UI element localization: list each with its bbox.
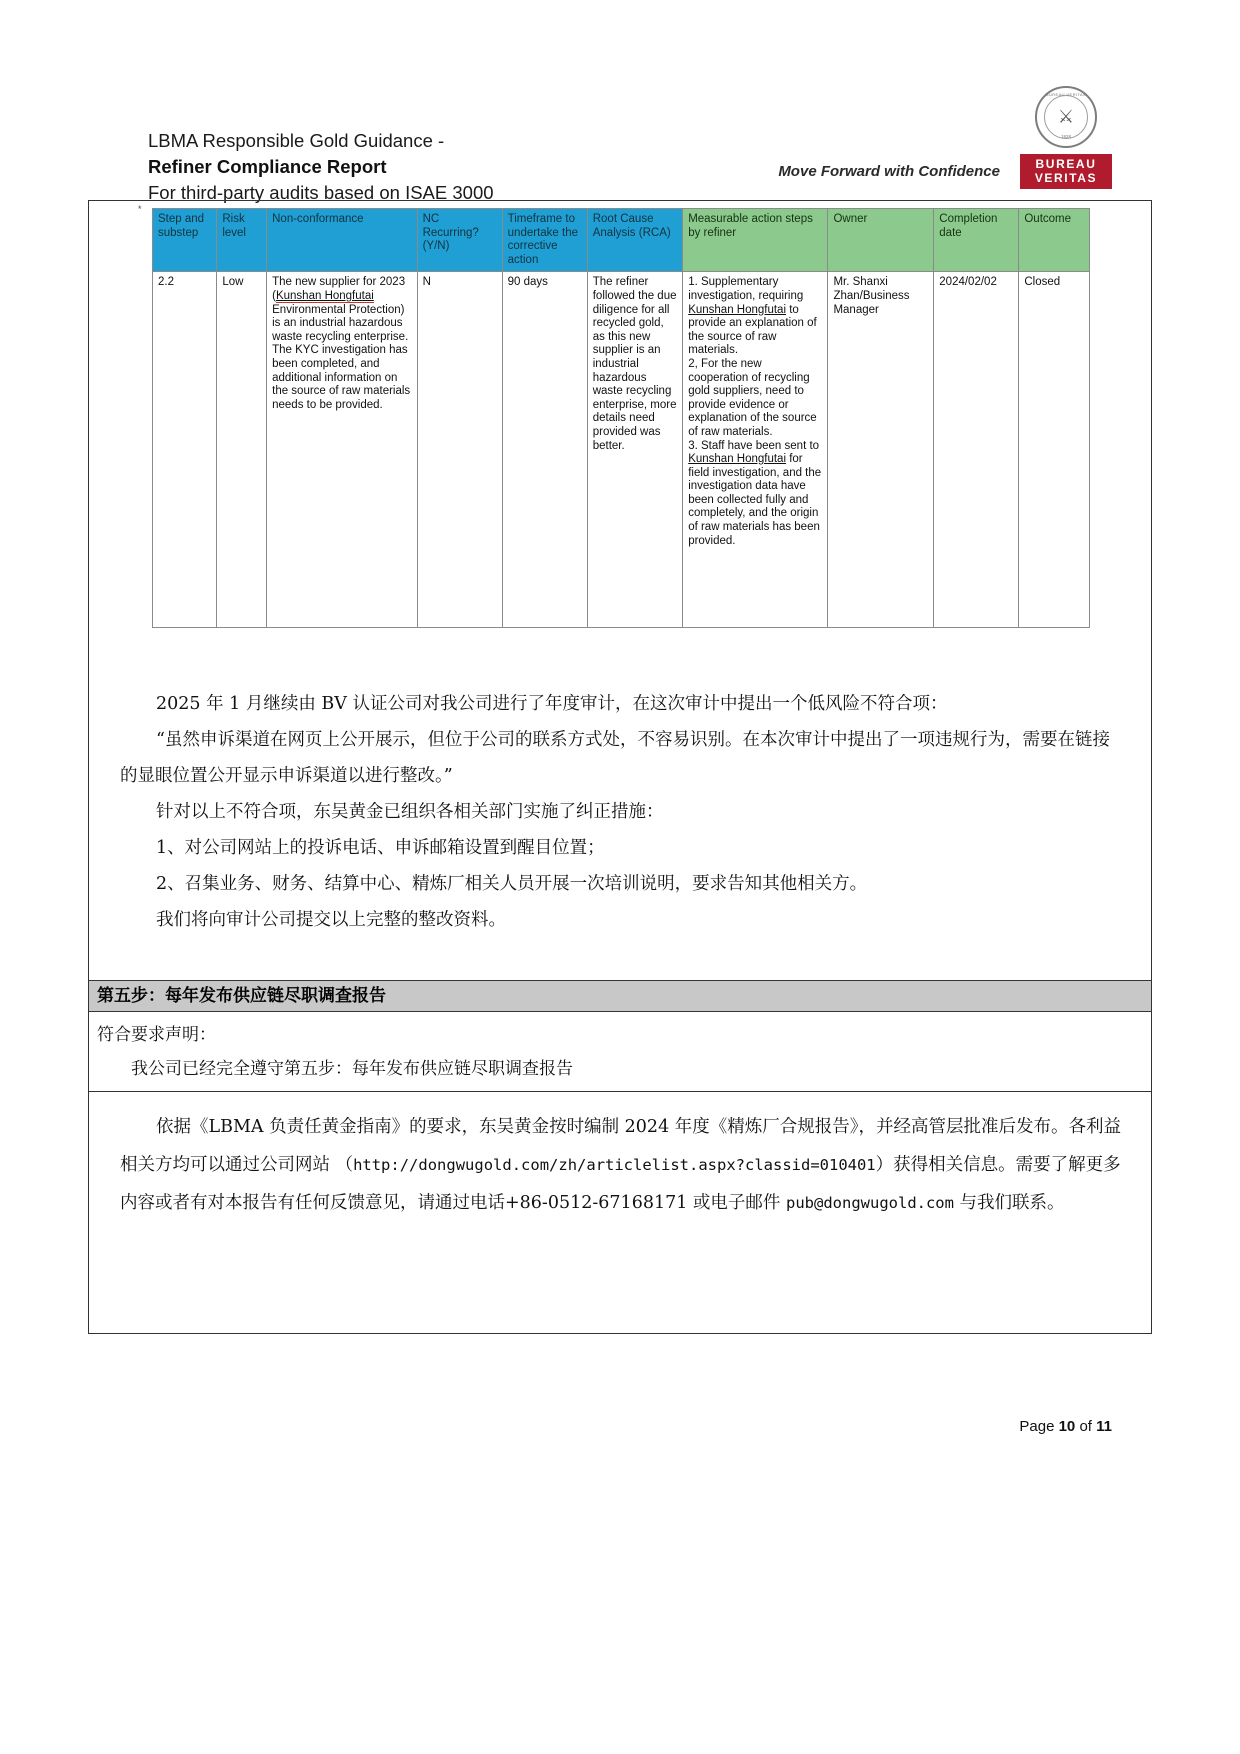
footer-total-pages: 11	[1096, 1418, 1112, 1435]
report-title-line3: For third-party audits based on ISAE 3000	[148, 182, 494, 203]
compliance-statement-text: 我公司已经完全遵守第五步：每年发布供应链尽职调查报告	[131, 1059, 573, 1079]
compliance-statement-box	[88, 1014, 1152, 1092]
contact-email: pub@dongwugold.com	[786, 1194, 954, 1212]
report-title-line1: LBMA Responsible Gold Guidance -	[148, 130, 445, 151]
narrative-paragraph-5: 2、召集业务、财务、结算中心、精炼厂相关人员开展一次培训说明，要求告知其他相关方。	[156, 874, 868, 894]
report-title-line2: Refiner Compliance Report	[148, 156, 387, 177]
cell-outcome: Closed	[1019, 272, 1090, 628]
col-step: Step and substep	[153, 209, 217, 272]
col-outcome: Outcome	[1019, 209, 1090, 272]
table-header-row	[153, 209, 1090, 272]
action-1-underlined: Kunshan Hongfutai	[688, 303, 787, 316]
report-url: http://dongwugold.com/zh/articlelist.aspx?classid=010401	[353, 1156, 876, 1174]
final-paragraph	[120, 1108, 1122, 1222]
col-nc-recurring: NC Recurring? (Y/N)	[417, 209, 502, 272]
col-measurable-action-steps: Measurable action steps by refiner	[683, 209, 828, 272]
bv-tagline: Move Forward with Confidence	[778, 163, 1000, 180]
narrative-paragraph-2: “虽然申诉渠道在网页上公开展示，但位于公司的联系方式处，不容易识别。在本次审计中提出了一项违规行为，需要在链接的显眼位置公开显示申诉渠道以进行整改。”	[120, 730, 1110, 786]
cell-owner: Mr. Shanxi Zhan/Business Manager	[828, 272, 934, 628]
non-conformance-table	[152, 208, 1090, 628]
action-2-text: 2, For the new cooperation of recycling gold suppliers, need to provide evidence or explanation of the source of raw materials.	[688, 357, 817, 438]
final-text-part3: 与我们联系。	[953, 1193, 1065, 1213]
narrative-paragraph-6: 我们将向审计公司提交以上完整的整改资料。	[156, 910, 506, 930]
footer-prefix: Page	[1019, 1418, 1059, 1435]
col-completion-date: Completion date	[934, 209, 1019, 272]
narrative-paragraph-4: 1、对公司网站上的投诉电话、申诉邮箱设置到醒目位置；	[156, 838, 605, 858]
footer-middle: of	[1075, 1418, 1097, 1435]
cell-non-conformance	[267, 272, 417, 628]
action-3-post: for field investigation, and the investigation data have been collected fully and completely, and the origin of raw materials has been provided.	[688, 453, 822, 547]
action-1-pre: 1. Supplementary investigation, requiring	[688, 276, 804, 302]
final-text-part2: ）获得相关信息。需要了解更多内容或者有对本报告有任何反馈意见，请通过电话+86-0512-67168171 或电子邮件	[120, 1155, 1121, 1213]
cell-root-cause-analysis: The refiner followed the due diligence for all recycled gold, as this new supplier is an industrial hazardous waste recycling enterprise, more details need provided was better.	[587, 272, 682, 628]
page-footer	[1019, 1418, 1112, 1435]
seal-year-text: 1828	[1060, 134, 1071, 139]
bv-name-line1: BUREAU	[1035, 157, 1097, 171]
action-step-2	[688, 358, 823, 440]
nc-text-post: Environmental Protection) is an industrial hazardous waste recycling enterprise. The KYC investigation has been completed, and additional information on the source of raw materials needs to be provided.	[272, 303, 411, 411]
final-paragraph-box	[88, 1100, 1152, 1280]
action-step-1	[688, 276, 823, 358]
bureau-veritas-seal-icon: BUREAU VERITAS ⚔ 1828	[1035, 86, 1097, 148]
narrative-section	[120, 686, 1120, 938]
narrative-paragraph-3: 针对以上不符合项，东吴黄金已组织各相关部门实施了纠正措施：	[156, 802, 664, 822]
report-header	[148, 128, 848, 206]
action-step-3	[688, 440, 823, 549]
cell-completion-date: 2024/02/02	[934, 272, 1019, 628]
col-root-cause-analysis: Root Cause Analysis (RCA)	[587, 209, 682, 272]
nc-text-pre: The new supplier for 2023 (	[272, 276, 406, 302]
bv-name-line2: VERITAS	[1034, 171, 1098, 185]
table-row	[153, 272, 1090, 628]
compliance-statement-title: 符合要求声明：	[97, 1025, 216, 1045]
cell-nc-recurring: N	[417, 272, 502, 628]
cell-step: 2.2	[153, 272, 217, 628]
cell-timeframe: 90 days	[502, 272, 587, 628]
col-risk-level: Risk level	[217, 209, 267, 272]
seal-top-text: BUREAU VERITAS	[1045, 92, 1087, 97]
cell-measurable-action-steps	[683, 272, 828, 628]
action-1-post: to provide an explanation of the source of raw materials.	[688, 303, 817, 357]
col-non-conformance: Non-conformance	[267, 209, 417, 272]
action-3-underlined: Kunshan Hongfutai	[688, 453, 787, 466]
cell-risk-level: Low	[217, 272, 267, 628]
footer-current-page: 10	[1058, 1418, 1076, 1435]
col-owner: Owner	[828, 209, 934, 272]
bureau-veritas-logo	[1020, 86, 1112, 189]
asterisk-mark: *	[138, 204, 142, 214]
nc-text-underlined: Kunshan Hongfutai	[275, 289, 374, 302]
bureau-veritas-wordmark	[1020, 154, 1112, 189]
narrative-paragraph-1: 2025 年 1 月继续由 BV 认证公司对我公司进行了年度审计，在这次审计中提出一个低风险不符合项：	[156, 694, 948, 714]
col-timeframe: Timeframe to undertake the corrective action	[502, 209, 587, 272]
step5-section-banner: 第五步：每年发布供应链尽职调查报告	[88, 980, 1152, 1012]
action-3-pre: 3. Staff have been sent to	[688, 439, 820, 452]
final-text-part1: 依据《LBMA 负责任黄金指南》的要求，东吴黄金按时编制 2024 年度《精炼厂合规报告》，并经高管层批准后发布。各利益相关方均可以通过公司网站 （	[120, 1117, 1122, 1175]
